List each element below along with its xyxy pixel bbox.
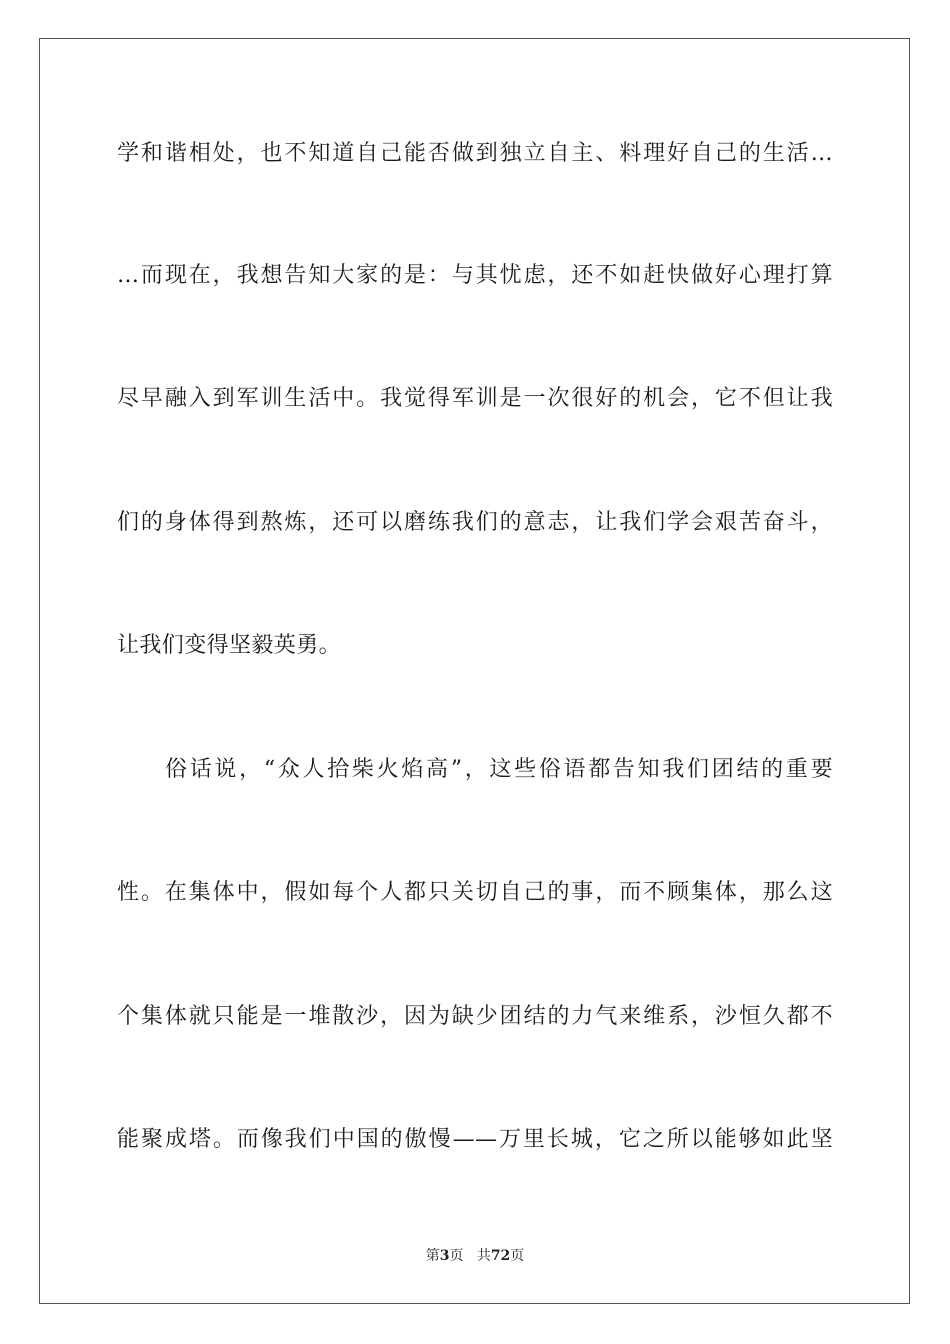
page-border [39, 38, 910, 1304]
paragraph-line-3: 尽早融入到军训生活中。我觉得军训是一次很好的机会，它不但让我 [117, 386, 833, 411]
paragraph-line-4: 们的身体得到熬炼，还可以磨练我们的意志，让我们学会艰苦奋斗， [117, 510, 833, 535]
footer-total-suffix: 页 [510, 1248, 525, 1264]
footer-total-prefix: 共 [476, 1248, 491, 1264]
footer-total-number: 72 [490, 1248, 511, 1264]
paragraph-line-8: 个集体就只能是一堆散沙，因为缺少团结的力气来维系，沙恒久都不 [117, 1004, 833, 1029]
paragraph-line-7: 性。在集体中，假如每个人都只关切自己的事，而不顾集体，那么这 [117, 880, 833, 905]
paragraph-line-9: 能聚成塔。而像我们中国的傲慢——万里长城，它之所以能够如此坚 [117, 1127, 833, 1152]
footer-page-prefix: 第 [425, 1248, 440, 1264]
page-footer [0, 1246, 950, 1266]
footer-page-number: 3 [439, 1248, 450, 1264]
footer-page-suffix: 页 [449, 1248, 464, 1264]
paragraph-line-5: 让我们变得坚毅英勇。 [117, 633, 342, 658]
paragraph-line-6: 俗话说，“众人拾柴火焰高”，这些俗语都告知我们团结的重要 [165, 757, 833, 782]
paragraph-line-1: 学和谐相处，也不知道自己能否做到独立自主、料理好自己的生活… [117, 141, 833, 166]
paragraph-line-2: …而现在，我想告知大家的是：与其忧虑，还不如赶快做好心理打算 [117, 263, 833, 288]
